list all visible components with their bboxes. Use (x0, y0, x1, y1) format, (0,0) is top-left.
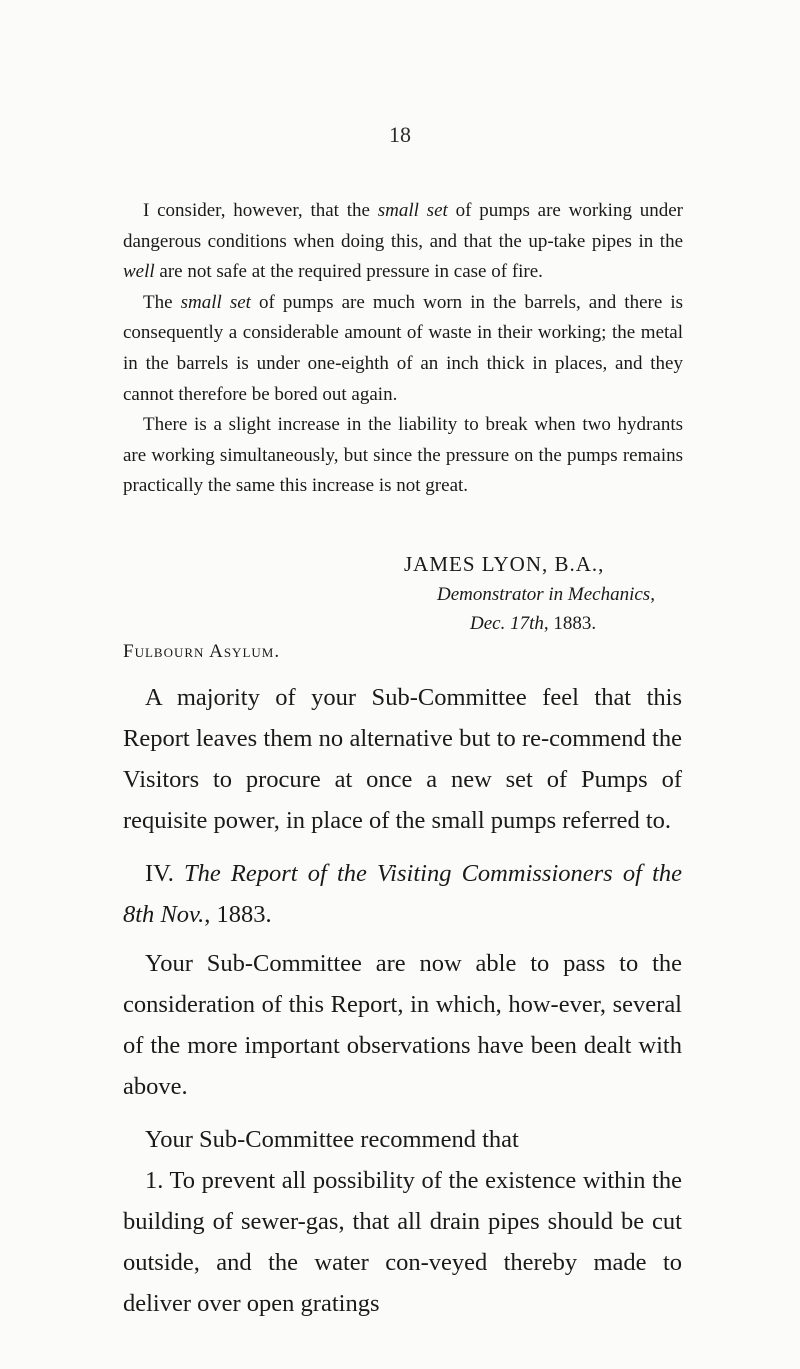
report-body (123, 677, 682, 1324)
signature-date: Dec. 17th, 1883. (470, 613, 597, 634)
letter-paragraph-1: I consider, however, that the small set of pumps are working under dangerous conditions when doing this, and that the up-take pipes in the well are not safe at the required pressure in case of fire. (123, 200, 684, 283)
letter-paragraph-2: The small set of pumps are much worn in the barrels, and there is consequently a considerable amount of waste in their working; the metal in the barrels is under one-eighth of an inch thick in places, and they cannot therefore be bored out again. (123, 291, 683, 405)
report-paragraph-3: Your Sub-Committee recommend that (145, 1126, 519, 1153)
letter-paragraph-3: There is a slight increase in the liability to break when two hydrants are working simultaneously, but since the pressure on the pumps remains practically the same this increase is not great. (123, 414, 683, 497)
signature-name: JAMES LYON, B.A., (404, 552, 605, 576)
report-paragraph-1: A majority of your Sub-Committee feel that this Report leaves them no alternative but to re-commend the Visitors to procure at once a new set of Pumps of requisite power, in place of the small pumps referred to. (123, 684, 682, 834)
report-paragraph-2: Your Sub-Committee are now able to pass to the consideration of this Report, in which, how-ever, several of the more important observations have been dealt with above. (123, 950, 682, 1100)
signature-title: Demonstrator in Mechanics, (437, 584, 655, 605)
page-number: 18 (389, 122, 411, 147)
signature-place: Fulbourn Asylum. (123, 641, 281, 662)
recommendation-item-1: 1. To prevent all possibility of the existence within the building of sewer-gas, that all drain pipes should be cut outside, and the water con-veyed thereby made to deliver over open gratings (123, 1167, 682, 1317)
letter-body (123, 196, 683, 502)
section-heading: IV. The Report of the Visiting Commissioners of the 8th Nov., 1883. (123, 860, 682, 928)
